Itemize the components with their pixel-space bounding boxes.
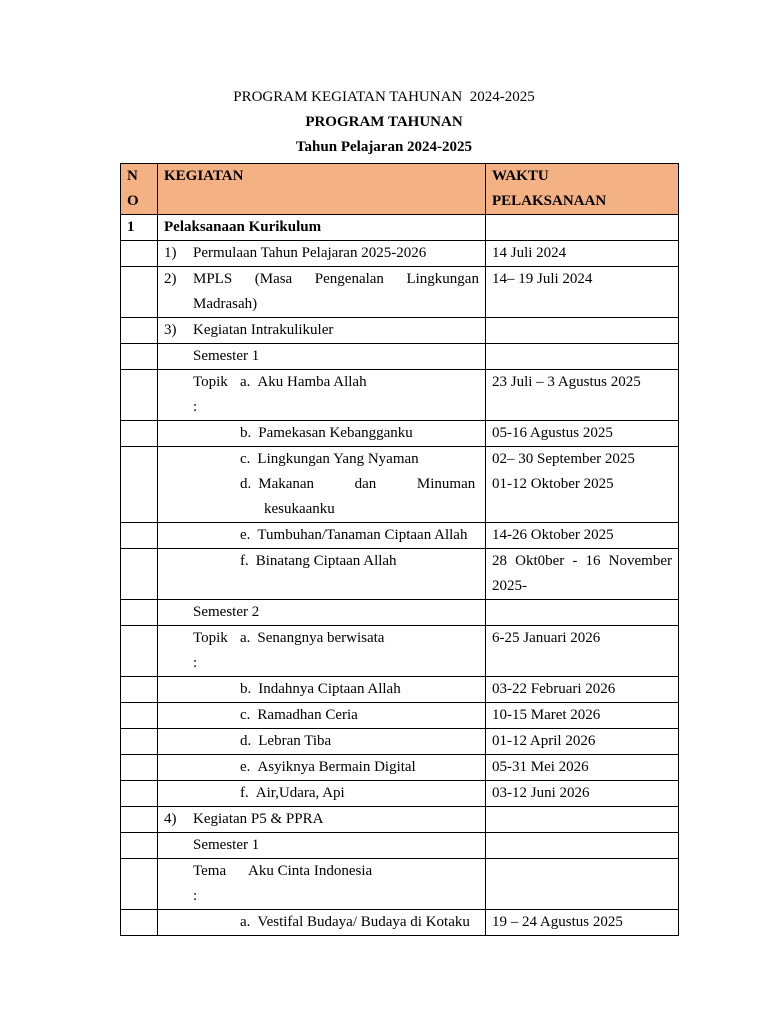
program-table: [120, 163, 679, 936]
topic-letter: b.: [240, 681, 252, 697]
semester-label: Semester 1: [193, 348, 260, 364]
table-row: [121, 910, 679, 936]
activity-cell: [158, 859, 486, 910]
activity-text: Permulaan Tahun Pelajaran 2025-2026: [193, 245, 427, 261]
activity-text-line2: Madrasah): [193, 296, 258, 312]
topic-text: Ramadhan Ceria: [257, 707, 358, 723]
time-line: 02– 30 September 2025: [492, 451, 635, 467]
topic-text: Tumbuhan/Tanaman Ciptaan Allah: [257, 527, 468, 543]
topik-colon: :: [193, 399, 198, 415]
item-number: 1): [164, 245, 177, 261]
time-cell: [486, 859, 679, 910]
row-no: [121, 318, 158, 344]
word: Okt0ber: [515, 553, 565, 569]
topic-letter: e.: [240, 759, 251, 775]
topic-letter: d.: [240, 733, 252, 749]
time-cell: [486, 807, 679, 833]
time-line: 2025-: [492, 578, 527, 594]
time-cell: [486, 344, 679, 370]
header-no-line1: N: [127, 168, 138, 184]
tema-label: Tema: [193, 863, 227, 879]
tema-text: Aku Cinta Indonesia: [248, 863, 373, 879]
row-no: [121, 910, 158, 936]
time-cell: [486, 549, 679, 600]
topic-letter: c.: [240, 707, 251, 723]
topic-letter: f.: [240, 553, 249, 569]
topic-letter: c.: [240, 451, 251, 467]
table-row: [121, 318, 679, 344]
time-cell: 6-25 Januari 2026: [486, 626, 679, 677]
activity-cell: [158, 677, 486, 703]
topic-text: Pamekasan Kebangganku: [258, 425, 413, 441]
topic-text: Senangnya berwisata: [257, 630, 385, 646]
table-row: [121, 344, 679, 370]
document-title: PROGRAM KEGIATAN TAHUNAN 2024-2025: [233, 89, 535, 105]
topic-letter: a.: [240, 630, 251, 646]
table-row: [121, 549, 679, 600]
topic-text: Indahnya Ciptaan Allah: [258, 681, 401, 697]
activity-text: [193, 267, 479, 292]
topic-text-line2: kesukaanku: [264, 501, 335, 517]
activity-text: Kegiatan P5 & PPRA: [193, 811, 324, 827]
topic-text: [258, 472, 475, 497]
word: Lingkungan: [406, 271, 479, 287]
table-row: [121, 215, 679, 241]
activity-cell: [158, 267, 486, 318]
row-no: [121, 833, 158, 859]
item-number: 3): [164, 322, 177, 338]
time-cell: 23 Juli – 3 Agustus 2025: [486, 370, 679, 421]
row-no: [121, 241, 158, 267]
time-cell: 19 – 24 Agustus 2025: [486, 910, 679, 936]
activity-cell: [158, 344, 486, 370]
table-row: [121, 447, 679, 523]
time-cell: 03-12 Juni 2026: [486, 781, 679, 807]
table-row: [121, 421, 679, 447]
topic-text: Vestifal Budaya/ Budaya di Kotaku: [257, 914, 470, 930]
time-cell: 05-31 Mei 2026: [486, 755, 679, 781]
topic-text: Air,Udara, Api: [255, 785, 345, 801]
table-row: [121, 267, 679, 318]
table-header-row: [121, 164, 679, 215]
time-cell: 01-12 April 2026: [486, 729, 679, 755]
activity-cell: [158, 833, 486, 859]
time-cell: [486, 447, 679, 523]
word: -: [572, 553, 578, 569]
time-cell: 03-22 Februari 2026: [486, 677, 679, 703]
topic-letter: f.: [240, 785, 249, 801]
header-waktu: [486, 164, 679, 215]
activity-cell: [158, 910, 486, 936]
table-row: [121, 755, 679, 781]
tema-colon: :: [193, 888, 198, 904]
activity-cell: [158, 600, 486, 626]
topic-letter: a.: [240, 374, 251, 390]
table-row: [121, 677, 679, 703]
time-line: [492, 549, 672, 574]
topic-text: Binatang Ciptaan Allah: [255, 553, 397, 569]
header-no: [121, 164, 158, 215]
topic-text: Aku Hamba Allah: [257, 374, 367, 390]
topic-letter: b.: [240, 425, 252, 441]
activity-cell: [158, 807, 486, 833]
row-no: [121, 729, 158, 755]
activity-cell: [158, 523, 486, 549]
activity-cell: [158, 781, 486, 807]
word: November: [608, 553, 672, 569]
activity-cell: [158, 370, 486, 421]
time-cell: 14 Juli 2024: [486, 241, 679, 267]
time-cell: 10-15 Maret 2026: [486, 703, 679, 729]
word: 28: [492, 553, 507, 569]
topik-colon: :: [193, 655, 198, 671]
row-no: [121, 755, 158, 781]
word: Makanan: [258, 476, 315, 492]
section-time: [486, 215, 679, 241]
academic-year-title: Tahun Pelajaran 2024-2025: [295, 139, 473, 155]
activity-cell: [158, 729, 486, 755]
table-row: [121, 370, 679, 421]
table-row: [121, 703, 679, 729]
row-no: [121, 370, 158, 421]
section-title: Pelaksanaan Kurikulum: [158, 215, 486, 241]
topik-label: Topik: [193, 374, 228, 390]
row-no: [121, 677, 158, 703]
semester-label: Semester 1: [193, 837, 260, 853]
table-row: [121, 807, 679, 833]
semester-label: Semester 2: [193, 604, 260, 620]
row-no: [121, 859, 158, 910]
table-row: [121, 241, 679, 267]
table-row: [121, 833, 679, 859]
topik-label: Topik: [193, 630, 228, 646]
topic-text: Lebran Tiba: [258, 733, 332, 749]
table-row: [121, 626, 679, 677]
time-cell: 14-26 Oktober 2025: [486, 523, 679, 549]
header-kegiatan: KEGIATAN: [158, 164, 486, 215]
item-number: 4): [164, 811, 177, 827]
activity-text: Kegiatan Intrakulikuler: [193, 322, 334, 338]
table-row: [121, 523, 679, 549]
table-row: [121, 781, 679, 807]
word: Minuman: [416, 476, 476, 492]
activity-cell: [158, 703, 486, 729]
activity-cell: [158, 755, 486, 781]
activity-cell: [158, 626, 486, 677]
program-title: PROGRAM TAHUNAN: [305, 114, 463, 130]
topic-text: Lingkungan Yang Nyaman: [257, 451, 419, 467]
item-number: 2): [164, 271, 177, 287]
activity-cell: [158, 549, 486, 600]
row-no: [121, 781, 158, 807]
row-no: [121, 549, 158, 600]
row-no: [121, 421, 158, 447]
table-row: [121, 600, 679, 626]
activity-cell: [158, 447, 486, 523]
time-cell: [486, 833, 679, 859]
word: (Masa: [254, 271, 293, 287]
header-waktu-line1: WAKTU: [492, 168, 549, 184]
row-no: [121, 626, 158, 677]
table-row: [121, 859, 679, 910]
row-no: [121, 344, 158, 370]
row-no: [121, 600, 158, 626]
word: 16: [585, 553, 601, 569]
word: MPLS: [193, 271, 233, 287]
header-no-line2: O: [127, 193, 139, 209]
topic-text: Asyiknya Bermain Digital: [257, 759, 416, 775]
time-cell: 14– 19 Juli 2024: [486, 267, 679, 318]
time-line: 01-12 Oktober 2025: [492, 476, 614, 492]
row-no: [121, 807, 158, 833]
table-row: [121, 729, 679, 755]
time-cell: [486, 318, 679, 344]
header-waktu-line2: PELAKSANAAN: [492, 193, 607, 209]
time-cell: 05-16 Agustus 2025: [486, 421, 679, 447]
activity-cell: [158, 421, 486, 447]
row-no: [121, 703, 158, 729]
activity-cell: [158, 318, 486, 344]
section-number: 1: [121, 215, 158, 241]
word: Pengenalan: [314, 271, 384, 287]
topic-letter: a.: [240, 914, 251, 930]
time-cell: [486, 600, 679, 626]
row-no: [121, 523, 158, 549]
row-no: [121, 447, 158, 523]
word: dan: [354, 476, 377, 492]
activity-cell: [158, 241, 486, 267]
row-no: [121, 267, 158, 318]
topic-letter: d.: [240, 476, 252, 492]
topic-letter: e.: [240, 527, 251, 543]
